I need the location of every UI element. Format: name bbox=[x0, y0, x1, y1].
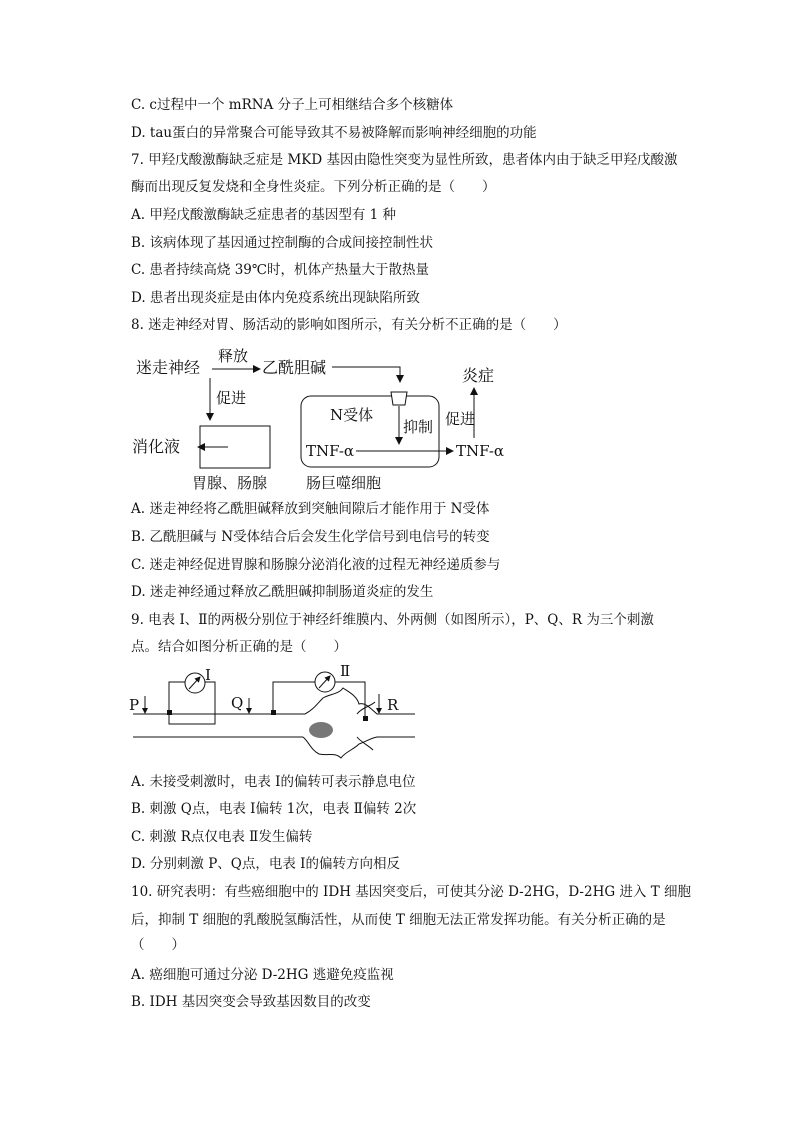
label-inflammation: 炎症 bbox=[462, 366, 495, 385]
receptor-icon bbox=[391, 392, 407, 405]
label-tnf-alpha-outer: TNF-α bbox=[456, 442, 505, 460]
label-point-q: Q bbox=[231, 694, 244, 712]
q7-option-a: A. 甲羟戊酸激酶缺乏症患者的基因型有 1 种 bbox=[131, 207, 397, 223]
q7-stem-line1: 7. 甲羟戊酸激酶缺乏症是 MKD 基因由隐性突变为显性所致，患者体内由于缺乏甲羟戊酸激 bbox=[131, 152, 678, 168]
q9-option-c: C. 刺激 R点仅电表 Ⅱ发生偏转 bbox=[131, 829, 313, 845]
q10-option-b: B. IDH 基因突变会导致基因数目的改变 bbox=[131, 994, 371, 1010]
label-promote-2: 促进 bbox=[445, 410, 476, 428]
label-acetylcholine: 乙酰胆碱 bbox=[262, 358, 327, 377]
q10-stem-line3: （ ） bbox=[131, 937, 185, 953]
nucleus bbox=[309, 722, 333, 738]
meter-2-electrode-inside bbox=[363, 716, 368, 721]
q9-stem-line2: 点。结合如图分析正确的是（ ） bbox=[131, 639, 347, 655]
label-gastric-intestinal-glands: 胃腺、肠腺 bbox=[192, 474, 268, 492]
q7-option-d: D. 患者出现炎症是由体内免疫系统出现缺陷所致 bbox=[131, 290, 420, 306]
q8-option-c: C. 迷走神经促进胃腺和肠腺分泌消化液的过程无神经递质参与 bbox=[131, 557, 501, 573]
label-tnf-alpha-inner: TNF-α bbox=[306, 442, 355, 460]
neuron-body-top bbox=[305, 688, 415, 714]
label-inhibit: 抑制 bbox=[403, 418, 434, 436]
meter-2-electrode-outside bbox=[271, 710, 276, 715]
q9-option-b: B. 刺激 Q点，电表 Ⅰ偏转 1次，电表 Ⅱ偏转 2次 bbox=[131, 801, 417, 817]
q8-stem: 8. 迷走神经对胃、肠活动的影响如图所示，有关分析不正确的是（ ） bbox=[131, 317, 567, 333]
label-meter-1: Ⅰ bbox=[205, 666, 211, 684]
q6-option-d: D. tau蛋白的异常聚合可能导致其不易被降解而影响神经细胞的功能 bbox=[131, 125, 537, 141]
q8-option-a: A. 迷走神经将乙酰胆碱释放到突触间隙后才能作用于 N受体 bbox=[131, 501, 490, 517]
q6-option-c: C. c过程中一个 mRNA 分子上可相继结合多个核糖体 bbox=[131, 97, 454, 113]
q7-stem-line2: 酶而出现反复发烧和全身性炎症。下列分析正确的是（ ） bbox=[131, 179, 496, 195]
label-intestinal-macrophage: 肠巨噬细胞 bbox=[306, 474, 382, 492]
q7-option-b: B. 该病体现了基因通过控制酶的合成间接控制性状 bbox=[131, 235, 434, 251]
arrow-ach-to-receptor bbox=[332, 367, 400, 382]
q9-stem-line1: 9. 电表 Ⅰ、Ⅱ的两极分别位于神经纤维膜内、外两侧（如图所示），P、Q、R 为三个刺激 bbox=[131, 612, 654, 628]
q9-option-a: A. 未接受刺激时，电表 Ⅰ的偏转可表示静息电位 bbox=[131, 774, 416, 790]
label-point-r: R bbox=[387, 696, 399, 714]
nerve-fiber-meter-diagram bbox=[125, 658, 425, 768]
label-release: 释放 bbox=[218, 347, 249, 365]
vagus-nerve-diagram bbox=[120, 340, 540, 500]
label-n-receptor: N受体 bbox=[330, 406, 374, 424]
label-vagus-nerve: 迷走神经 bbox=[136, 358, 201, 377]
q7-option-c: C. 患者持续高烧 39℃时，机体产热量大于散热量 bbox=[131, 262, 430, 278]
label-meter-2: Ⅱ bbox=[340, 662, 351, 680]
q8-option-d: D. 迷走神经通过释放乙酰胆碱抑制肠道炎症的发生 bbox=[131, 584, 434, 600]
neuron-body-bottom bbox=[303, 737, 415, 758]
q10-stem-line1: 10. 研究表明：有些癌细胞中的 IDH 基因突变后，可使其分泌 D-2HG，D-2HG 进入 T 细胞 bbox=[131, 884, 692, 900]
q9-option-d: D. 分别刺激 P、Q点，电表 Ⅰ的偏转方向相反 bbox=[131, 856, 400, 872]
label-point-p: P bbox=[129, 696, 140, 714]
q10-option-a: A. 癌细胞可通过分泌 D-2HG 逃避免疫监视 bbox=[131, 967, 394, 983]
q8-option-b: B. 乙酰胆碱与 N受体结合后会发生化学信号到电信号的转变 bbox=[131, 529, 490, 545]
q10-stem-line2: 后，抑制 T 细胞的乳酸脱氢酶活性，从而使 T 细胞无法正常发挥功能。有关分析正确的是 bbox=[131, 912, 666, 928]
label-digestive-juice: 消化液 bbox=[132, 437, 181, 456]
meter-1-electrode bbox=[167, 710, 172, 715]
label-promote-1: 促进 bbox=[216, 389, 247, 407]
